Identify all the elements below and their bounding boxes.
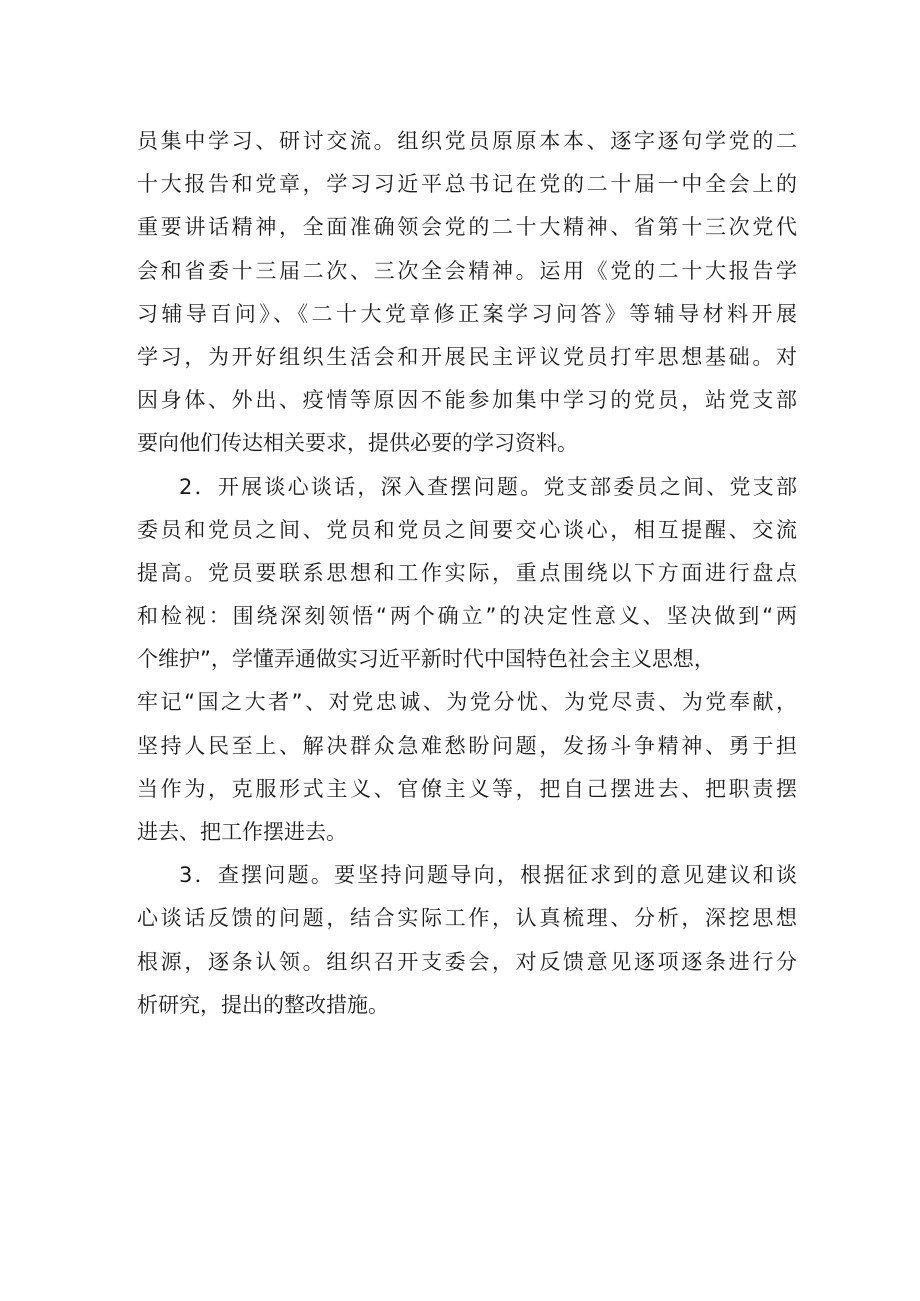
paragraph-2-line-1: 2．开展谈心谈话，深入查摆问题。党支部委员之间、党支部 [179,474,797,499]
paragraph-3-line-3: 根源，逐条认领。组织召开支委会，对反馈意见逐项逐条进行分 [137,949,797,974]
paragraph-3-line-4: 析研究，提出的整改措施。 [137,992,389,1017]
paragraph-1-line-7: 因身体、外出、疫情等原因不能参加集中学习的党员，站党支部 [137,388,797,413]
paragraph-2-line-5: 个维护”，学懂弄通做实习近平新时代中国特色社会主义思想， [137,647,715,672]
paragraph-3-line-2: 心谈话反馈的问题，结合实际工作，认真梳理、分析，深挖思想 [137,906,797,931]
paragraph-1-line-2: 十大报告和党章，学习习近平总书记在党的二十届一中全会上的 [137,172,797,197]
paragraph-3-line-1: 3．查摆问题。要坚持问题导向，根据征求到的意见建议和谈 [179,863,797,888]
paragraph-1-line-1: 员集中学习、研讨交流。组织党员原原本本、逐字逐句学党的二 [137,129,797,153]
paragraph-2-line-2: 委员和党员之间、党员和党员之间要交心谈心，相互提醒、交流 [137,517,797,542]
paragraph-2-line-8: 当作为，克服形式主义、官僚主义等，把自己摆进去、把职责摆 [137,776,797,801]
paragraph-1-line-4: 会和省委十三届二次、三次全会精神。运用《党的二十大报告学 [137,258,797,283]
paragraph-1-line-6: 学习，为开好组织生活会和开展民主评议党员打牢思想基础。对 [137,344,797,369]
paragraph-2-line-4: 和检视：围绕深刻领悟“两个确立”的决定性意义、坚决做到“两 [137,604,797,629]
paragraph-1-line-3: 重要讲话精神，全面准确领会党的二十大精神、省第十三次党代 [137,215,797,240]
paragraph-2-line-3: 提高。党员要联系思想和工作实际，重点围绕以下方面进行盘点 [137,560,797,585]
paragraph-1-line-5: 习辅导百问》、《二十大党章修正案学习问答》等辅导材料开展 [137,301,797,326]
paragraph-2-line-7: 坚持人民至上、解决群众急难愁盼问题，发扬斗争精神、勇于担 [137,733,797,758]
paragraph-1-line-8: 要向他们传达相关要求，提供必要的学习资料。 [137,431,578,456]
document-body [137,120,797,1027]
paragraph-2-line-9: 进去、把工作摆进去。 [137,820,347,844]
paragraph-2-line-6: 牢记“国之大者”、对党忠诚、为党分忧、为党尽责、为党奉献， [137,690,797,715]
